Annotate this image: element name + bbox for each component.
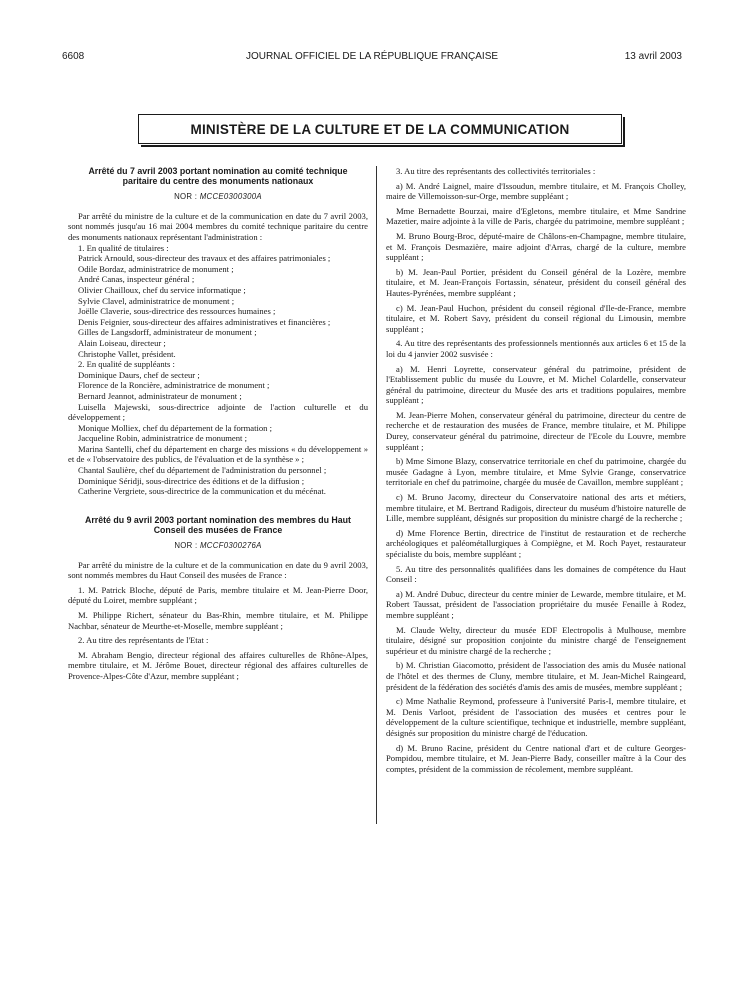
paragraph: M. Jean-Pierre Mohen, conservateur général du patrimoine, directeur du centre de recherche et de restauration des musées de France, membre titulaire, et M. Philippe Durey, conservateur général du patrimoine, directeur de l'Ecole du Louvre, membre suppléant ;: [386, 409, 686, 452]
section-heading: 1. En qualité de titulaires :: [78, 242, 169, 253]
list-item: Sylvie Clavel, administratrice de monument ;: [78, 295, 235, 306]
suppleants-list: [68, 370, 368, 497]
arrete-body: [68, 560, 368, 682]
paragraph: c) M. Bruno Jacomy, directeur du Conservatoire national des arts et métiers, membre titulaire, et M. Bertrand Radigois, directeur du muséum d'histoire naturelle de Lille, membre suppléant, désignés sur proposition du ministre chargé de la recherche ;: [386, 492, 686, 524]
nor-label: NOR :: [174, 540, 198, 550]
arrete-title: Arrêté du 9 avril 2003 portant nomination des membres du Haut Conseil des musées de France: [85, 514, 351, 536]
page-header: [62, 50, 682, 64]
list-item: Christophe Vallet, président.: [78, 348, 176, 359]
paragraph: a) M. Henri Loyrette, conservateur général du patrimoine, président de l'Etablissement public du musée du Louvre, et M. Michel Colardelle, conservateur général du patrimoine, directeur du Musée des arts et traditions populaires, membre suppléant ;: [386, 363, 686, 406]
nor-reference: [68, 192, 368, 202]
nor-code: MCCF0300276A: [199, 540, 262, 550]
paragraph: 3. Au titre des représentants des collectivités territoriales :: [396, 166, 596, 176]
list-item: Bernard Jeannot, administrateur de monument ;: [78, 390, 242, 401]
right-column-body: [386, 166, 686, 774]
list-item: Luisella Majewski, sous-directrice adjointe de l'action culturelle et du développement ;: [68, 401, 368, 423]
paragraph: d) Mme Florence Bertin, directrice de l'institut de restauration et de recherche archéologiques et paléométallurgiques à Compiègne, et M. Roch Payet, restaurateur spécialiste du bois, membre suppléant ;: [386, 527, 686, 559]
paragraph: M. Bruno Bourg-Broc, député-maire de Châlons-en-Champagne, membre titulaire, et M. François Desmazière, maire adjoint d'Arras, chargé de la culture, membre suppléant ;: [386, 230, 686, 263]
titulaires-list: [68, 253, 368, 359]
nor-code: MCCE0300300A: [199, 191, 262, 201]
list-item: Olivier Chailloux, chef du service informatique ;: [78, 284, 246, 295]
publication-date: 13 avril 2003: [624, 51, 682, 62]
nor-reference: [68, 541, 368, 551]
list-item: Catherine Vergriete, sous-directrice de la communication et du mécénat.: [78, 486, 326, 497]
list-item: Monique Molliex, chef du département de la formation ;: [78, 422, 273, 433]
paragraph: d) M. Bruno Racine, président du Centre national d'art et de culture Georges-Pompidou, membre titulaire, et M. Jean-Pierre Bady, conseiller maître à la Cour des comptes, président de la commission de récolement, membre suppléant.: [386, 742, 686, 774]
paragraph: a) M. André Dubuc, directeur du centre minier de Lewarde, membre titulaire, et M. Robert Taussat, président de l'association propriétaire du musée Fenaille à Rodez, membre suppléant ;: [386, 588, 686, 620]
list-item: Odile Bordaz, administratrice de monument ;: [78, 263, 234, 274]
paragraph: M. Abraham Bengio, directeur régional des affaires culturelles de Rhône-Alpes, membre titulaire, et M. Jérôme Bouet, directeur régional des affaires culturelles de Provence-Alpes-Côte d'Azur, membre suppléant ;: [68, 649, 368, 681]
paragraph: b) Mme Simone Blazy, conservatrice territoriale en chef du patrimoine, chargée du musée Gadagne à Lyon, membre titulaire, et Mme Sylvie Grange, conservatrice territoriale en chef du patrimoine, chargée du musée de Cavaillon, membre suppléant ;: [386, 456, 686, 488]
list-item: Chantal Saulière, chef du département de l'administration du personnel ;: [78, 465, 327, 476]
publication-title: JOURNAL OFFICIEL DE LA RÉPUBLIQUE FRANÇAISE: [245, 51, 499, 62]
paragraph: c) Mme Nathalie Reymond, professeure à l'université Paris-I, membre titulaire, et M. Denis Varloot, président de l'association des musées et centres pour le développement de la culture scientifique, technique et industrielle, membre suppléant, désignés sur proposition du ministre chargé de l'éducation.: [386, 696, 686, 738]
list-item: Florence de la Roncière, administratrice de monument ;: [78, 380, 270, 391]
ministry-banner: [138, 114, 622, 144]
paragraph: c) M. Jean-Paul Huchon, président du conseil régional d'Ile-de-France, membre titulaire, et M. Robert Savy, président du conseil régional du Limousin, membre suppléant ;: [386, 302, 686, 334]
list-item: Joëlle Claverie, sous-directrice des ressources humaines ;: [78, 306, 276, 317]
paragraph: b) M. Jean-Paul Portier, président du Conseil général de la Lozère, membre titulaire, et M. Jean-François Fortassin, sénateur, président du conseil général des Hautes-Pyrénées, membre suppléant ;: [386, 266, 686, 298]
paragraph: 1. M. Patrick Bloche, député de Paris, membre titulaire et M. Jean-Pierre Door, député du Loiret, membre suppléant ;: [68, 584, 368, 606]
left-column: [68, 166, 368, 682]
paragraph: a) M. André Laignel, maire d'Issoudun, membre titulaire, et M. François Cholley, maire de Villemoisson-sur-Orge, membre suppléant ;: [386, 180, 686, 202]
nor-label: NOR :: [174, 191, 198, 201]
list-item: Marina Santelli, chef du département en charge des missions « du développement » et de « l'observatoire des publics, de l'évaluation et de la synthèse » ;: [68, 443, 368, 465]
page-number: 6608: [62, 51, 85, 62]
paragraph: Mme Bernadette Bourzai, maire d'Egletons, membre titulaire, et Mme Sandrine Mazetier, maire adjointe à la ville de Paris, chargée du patrimoine, membre suppléant ;: [386, 205, 686, 227]
list-item: Dominique Séridji, sous-directrice des éditions et de la diffusion ;: [78, 475, 305, 486]
paragraph: Par arrêté du ministre de la culture et de la communication en date du 9 avril 2003, sont nommés membres du Haut Conseil des musées de France :: [68, 559, 368, 581]
paragraph: 5. Au titre des personnalités qualifiées dans les domaines de compétence du Haut Conseil :: [386, 563, 686, 585]
right-column: [386, 166, 686, 774]
list-item: Jacqueline Robin, administratrice de monument ;: [78, 433, 247, 444]
column-divider: [376, 166, 377, 824]
paragraph: b) M. Christian Giacomotto, président de l'association des amis du Musée national de l'hôtel et des thermes de Cluny, membre titulaire, et M. Jean-Michel Raingeard, président de la fédération des sociétés d'amis des amis de musées, membre suppléant ;: [386, 660, 686, 692]
list-item: Patrick Arnould, sous-directeur des travaux et des affaires patrimoniales ;: [78, 253, 331, 264]
paragraph: 4. Au titre des représentants des professionnels mentionnés aux articles 6 et 15 de la loi du 4 janvier 2002 susvisée :: [386, 338, 686, 359]
list-item: Alain Loiseau, directeur ;: [78, 337, 166, 348]
paragraph: 2. Au titre des représentants de l'Etat :: [78, 635, 209, 646]
arrete-title: Arrêté du 7 avril 2003 portant nomination au comité technique paritaire du centre des monuments nationaux: [88, 166, 348, 187]
list-item: André Canas, inspecteur général ;: [78, 274, 195, 285]
arrete-intro: Par arrêté du ministre de la culture et de la communication en date du 7 avril 2003, sont nommés jusqu'au 16 mai 2004 membres du comité technique paritaire du centre des monuments nationaux représentant l'administration :: [68, 210, 368, 242]
list-item: Denis Feignier, sous-directeur des affaires administratives et financières ;: [78, 316, 331, 327]
list-item: Dominique Daurs, chef de secteur ;: [78, 369, 200, 380]
paragraph: M. Claude Welty, directeur du musée EDF Electropolis à Mulhouse, membre titulaire, désigné sur proposition conjointe du ministre chargé de l'enseignement supérieur et du ministre chargé de la recherche ;: [386, 624, 686, 656]
section-heading: 2. En qualité de suppléants :: [78, 359, 175, 370]
list-item: Gilles de Langsdorff, administrateur de monument ;: [78, 327, 257, 338]
ministry-title: MINISTÈRE DE LA CULTURE ET DE LA COMMUNICATION: [190, 121, 570, 137]
paragraph: M. Philippe Richert, sénateur du Bas-Rhin, membre titulaire, et M. Philippe Nachbar, sénateur de Meurthe-et-Moselle, membre suppléant ;: [68, 610, 368, 631]
